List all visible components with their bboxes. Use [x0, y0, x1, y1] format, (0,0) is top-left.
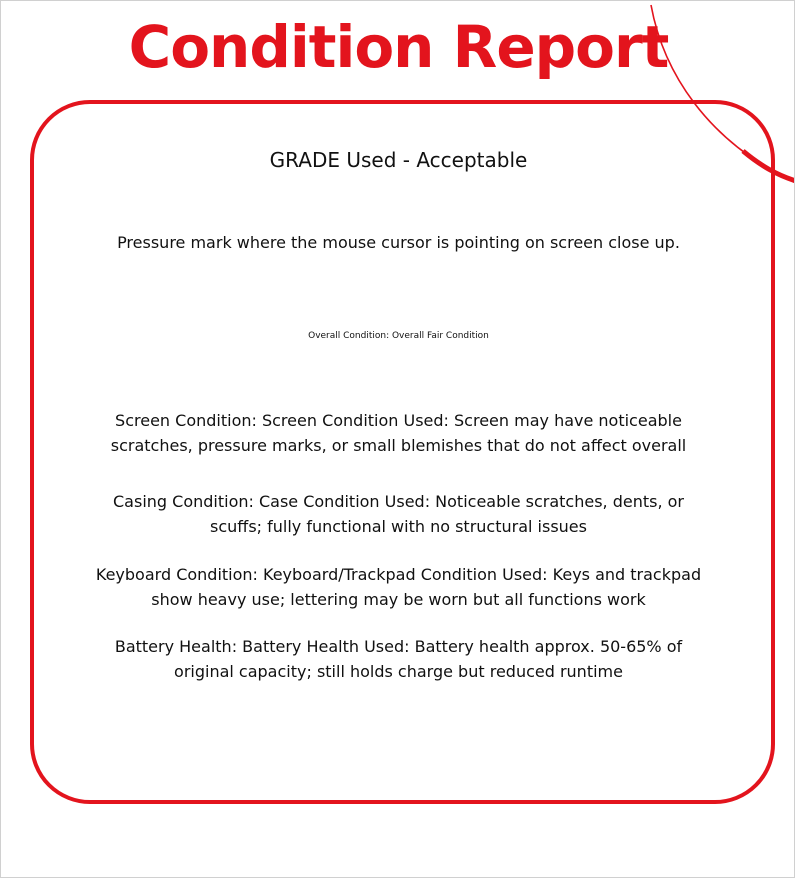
keyboard-condition: [41, 562, 756, 612]
casing-condition: [41, 489, 756, 539]
battery-health-line-1: Battery Health: Battery Health Used: Battery health approx. 50-65% of: [114, 637, 683, 656]
grade-heading: GRADE Used - Acceptable: [269, 148, 528, 172]
overall-condition: Overall Condition: Overall Fair Condition: [308, 331, 489, 341]
battery-health: [41, 634, 756, 684]
screen-condition-line-2: scratches, pressure marks, or small blemishes that do not affect overall: [110, 436, 687, 455]
casing-condition-line-1: Casing Condition: Case Condition Used: Noticeable scratches, dents, or: [113, 492, 684, 511]
screen-condition: [41, 408, 756, 458]
page-title: Condition Report: [128, 13, 669, 81]
screen-condition-line-1: Screen Condition: Screen Condition Used: Screen may have noticeable: [115, 411, 682, 430]
keyboard-condition-line-2: show heavy use; lettering may be worn but all functions work: [151, 590, 646, 609]
battery-health-line-2: original capacity; still holds charge but reduced runtime: [174, 662, 623, 681]
casing-condition-line-2: scuffs; fully functional with no structural issues: [210, 517, 587, 536]
keyboard-condition-line-1: Keyboard Condition: Keyboard/Trackpad Condition Used: Keys and trackpad: [95, 565, 702, 584]
pressure-note: Pressure mark where the mouse cursor is pointing on screen close up.: [117, 233, 680, 252]
